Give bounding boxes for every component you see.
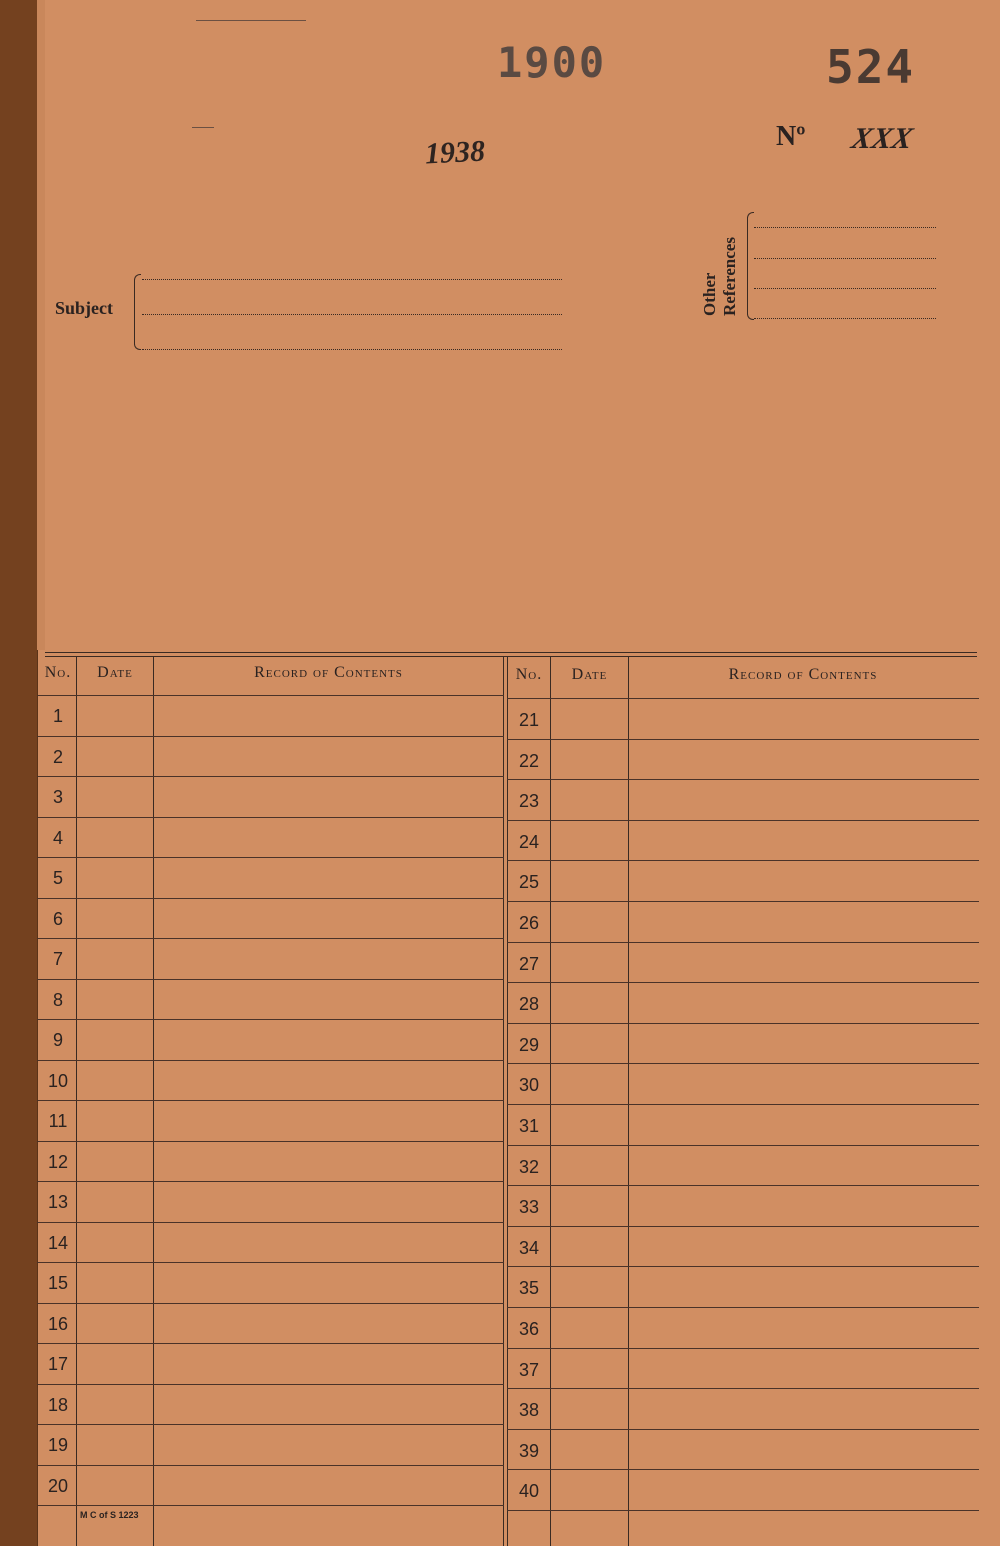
row-number: 36 <box>518 1319 540 1339</box>
row-rule <box>37 817 504 818</box>
row-rule <box>37 1262 504 1263</box>
other-references-line2: References <box>720 237 739 316</box>
row-rule <box>507 1226 979 1227</box>
row-rule <box>37 695 504 696</box>
row-number: 25 <box>518 872 540 892</box>
row-number: 26 <box>518 913 540 933</box>
column-divider <box>550 656 551 1546</box>
header-no-right: No. <box>515 666 543 683</box>
row-rule <box>37 736 504 737</box>
row-number: 33 <box>518 1197 540 1217</box>
column-divider <box>503 656 504 1546</box>
reference-line[interactable] <box>754 227 936 228</box>
row-number: 24 <box>518 832 540 852</box>
reference-line[interactable] <box>754 288 936 289</box>
row-rule <box>507 1266 979 1267</box>
header-date-left: Date <box>97 664 133 681</box>
row-rule <box>37 857 504 858</box>
row-rule <box>507 1063 979 1064</box>
other-references-label <box>700 216 748 316</box>
subject-brace <box>134 274 141 350</box>
pencil-mark <box>196 20 306 21</box>
row-rule <box>37 1181 504 1182</box>
row-rule <box>507 1104 979 1105</box>
row-rule <box>507 820 979 821</box>
row-rule <box>37 1100 504 1101</box>
row-number: 37 <box>518 1360 540 1380</box>
column-divider <box>76 656 77 1546</box>
row-number: 39 <box>518 1441 540 1461</box>
row-number: 8 <box>52 990 63 1010</box>
row-number: 17 <box>47 1354 69 1374</box>
row-number: 16 <box>47 1314 69 1334</box>
form-code: M C of S 1223 <box>80 1510 139 1520</box>
reference-line[interactable] <box>754 258 936 259</box>
row-number: 7 <box>52 949 63 969</box>
row-rule <box>507 1510 979 1511</box>
header-contents-right: Record of Contents <box>728 666 878 683</box>
row-rule <box>37 1424 504 1425</box>
row-number: 9 <box>52 1030 63 1050</box>
row-rule <box>507 982 979 983</box>
row-rule <box>37 938 504 939</box>
references-brace <box>747 212 754 320</box>
row-rule <box>507 779 979 780</box>
row-number: 5 <box>52 868 63 888</box>
row-rule <box>37 776 504 777</box>
reference-line[interactable] <box>754 318 936 319</box>
row-rule <box>37 1384 504 1385</box>
handwritten-year: 1938 <box>424 134 486 171</box>
row-number: 38 <box>518 1400 540 1420</box>
row-number: 22 <box>518 751 540 771</box>
pencil-mark <box>192 127 214 128</box>
row-rule <box>507 1388 979 1389</box>
row-number: 3 <box>52 787 63 807</box>
number-label: Nº <box>776 121 806 152</box>
row-number: 12 <box>47 1152 69 1172</box>
row-rule <box>37 1465 504 1466</box>
row-rule <box>507 860 979 861</box>
cover-edge <box>37 0 45 650</box>
row-number: 14 <box>47 1233 69 1253</box>
row-number: 18 <box>47 1395 69 1415</box>
row-rule <box>507 698 979 699</box>
stamp-number: 524 <box>826 40 916 94</box>
row-number: 34 <box>518 1238 540 1258</box>
row-number: 1 <box>52 706 63 726</box>
row-rule <box>507 942 979 943</box>
row-number: 10 <box>47 1071 69 1091</box>
row-rule <box>37 1060 504 1061</box>
row-rule <box>37 1141 504 1142</box>
row-number: 11 <box>48 1111 68 1131</box>
row-number: 6 <box>52 909 63 929</box>
row-number: 15 <box>47 1273 69 1293</box>
column-divider <box>153 656 154 1546</box>
row-number: 19 <box>47 1435 69 1455</box>
row-number: 21 <box>518 710 540 730</box>
subject-line[interactable] <box>142 349 562 350</box>
row-number: 20 <box>47 1476 69 1496</box>
row-number: 23 <box>518 791 540 811</box>
row-rule <box>37 979 504 980</box>
row-rule <box>507 1429 979 1430</box>
row-number: 13 <box>47 1192 69 1212</box>
row-rule <box>507 901 979 902</box>
handwritten-number: XXX <box>848 122 916 155</box>
row-rule <box>37 1303 504 1304</box>
row-rule <box>507 1185 979 1186</box>
other-references-line1: Other <box>700 272 719 316</box>
row-number: 27 <box>518 954 540 974</box>
header-date-right: Date <box>571 666 608 683</box>
row-rule <box>507 1307 979 1308</box>
row-rule <box>37 1343 504 1344</box>
row-rule <box>507 1145 979 1146</box>
row-number: 29 <box>518 1035 540 1055</box>
table-top-rule <box>45 656 977 657</box>
binding-spine <box>0 0 38 1546</box>
header-no-left: No. <box>44 664 72 681</box>
row-rule <box>37 1222 504 1223</box>
subject-label: Subject <box>55 298 113 318</box>
header-contents-left: Record of Contents <box>254 664 403 681</box>
subject-line[interactable] <box>142 279 562 280</box>
row-number: 32 <box>518 1157 540 1177</box>
table-top-rule <box>45 652 977 653</box>
row-rule <box>37 1505 504 1506</box>
stamp-year: 1900 <box>497 38 607 87</box>
row-number: 30 <box>518 1075 540 1095</box>
column-divider <box>628 656 629 1546</box>
row-rule <box>507 739 979 740</box>
row-number: 2 <box>52 747 63 767</box>
row-rule <box>507 1348 979 1349</box>
row-number: 4 <box>52 828 63 848</box>
row-number: 31 <box>518 1116 540 1136</box>
row-number: 40 <box>518 1481 540 1501</box>
row-number: 35 <box>518 1278 540 1298</box>
row-number: 28 <box>518 994 540 1014</box>
row-rule <box>37 898 504 899</box>
subject-line[interactable] <box>142 314 562 315</box>
row-rule <box>507 1469 979 1470</box>
row-rule <box>507 1023 979 1024</box>
row-rule <box>37 1019 504 1020</box>
